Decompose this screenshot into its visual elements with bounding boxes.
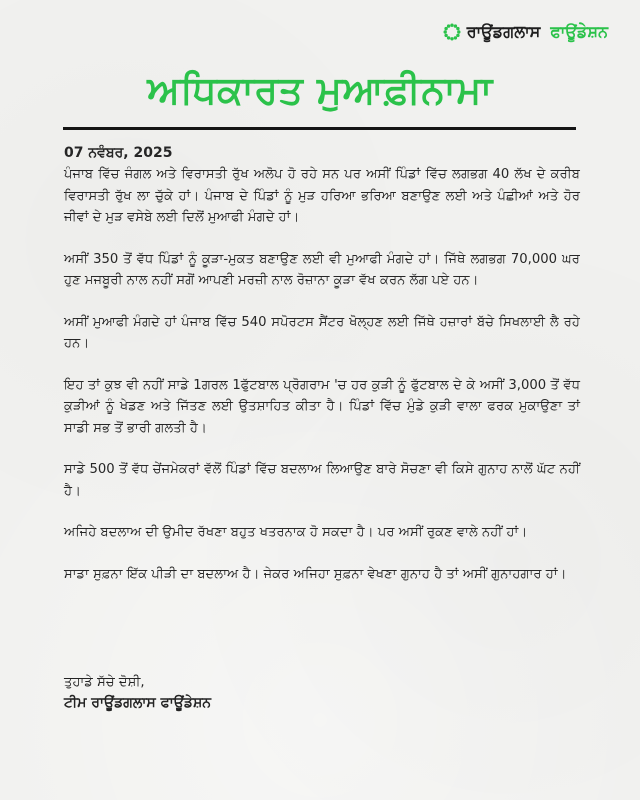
letter-body [64,142,580,605]
title-divider [63,127,576,130]
closing-line: ਤੁਹਾਡੇ ਸੱਚੇ ਦੋਸ਼ੀ, [64,675,145,690]
paragraph: ਸਾਡੇ 500 ਤੋਂ ਵੱਧ ਚੇਂਜਮੇਕਰਾਂ ਵੱਲੋਂ ਪਿੰਡਾਂ ਵਿੱਚ ਬਦਲਾਅ ਲਿਆਉਣ ਬਾਰੇ ਸੋਚਣਾ ਵੀ ਕਿਸੇ ਗੁਨਾਹ ਨਾਲੋਂ ਘੱਟ ਨਹੀਂ ਹੈ। [64,462,580,499]
paragraph: ਪੰਜਾਬ ਵਿੱਚ ਜੰਗਲ ਅਤੇ ਵਿਰਾਸਤੀ ਰੁੱਖ ਅਲੋਪ ਹੋ ਰਹੇ ਸਨ ਪਰ ਅਸੀਂ ਪਿੰਡਾਂ ਵਿੱਚ ਲਗਭਗ 40 ਲੱਖ ਦੇ ਕਰੀਬ ਵਿਰਾਸਤੀ ਰੁੱਖ ਲਾ ਚੁੱਕੇ ਹਾਂ। ਪੰਜਾਬ ਦੇ ਪਿੰਡਾਂ ਨੂੰ ਮੁੜ ਹਰਿਆ ਭਰਿਆ ਬਣਾਉਣ ਲਈ ਅਤੇ ਪੰਛੀਆਂ ਅਤੇ ਹੋਰ ਜੀਵਾਂ ਦੇ ਮੁੜ ਵਸੇਬੇ ਲਈ ਦਿਲੋਂ ਮੁਆਫੀ ਮੰਗਦੇ ਹਾਂ। [64,167,580,225]
letter-date: 07 ਨਵੰਬਰ, 2025 [64,145,173,161]
letter-signoff [64,672,211,714]
ring-of-dots-logo-icon [443,23,461,41]
paragraph: ਅਸੀਂ ਮੁਆਫੀ ਮੰਗਦੇ ਹਾਂ ਪੰਜਾਬ ਵਿੱਚ 540 ਸਪੋਰਟਸ ਸੈਂਟਰ ਖੋਲ੍ਹਣ ਲਈ ਜਿੱਥੇ ਹਜ਼ਾਰਾਂ ਬੱਚੇ ਸਿਖਲਾਈ ਲੈ ਰਹੇ ਹਨ। [64,314,580,351]
paragraph: ਸਾਡਾ ਸੁਫ਼ਨਾ ਇੱਕ ਪੀੜੀ ਦਾ ਬਦਲਾਅ ਹੈ। ਜੇਕਰ ਅਜਿਹਾ ਸੁਫ਼ਨਾ ਵੇਖਣਾ ਗੁਨਾਹ ਹੈ ਤਾਂ ਅਸੀਂ ਗੁਨਾਹਗਾਰ ਹਾਂ। [64,566,567,582]
brand-logo [443,20,608,44]
paragraph: ਅਸੀਂ 350 ਤੋਂ ਵੱਧ ਪਿੰਡਾਂ ਨੂੰ ਕੂੜਾ-ਮੁਕਤ ਬਣਾਉਣ ਲਈ ਵੀ ਮੁਆਫੀ ਮੰਗਦੇ ਹਾਂ। ਜਿੱਥੇ ਲਗਭਗ 70,000 ਘਰ ਹੁਣ ਮਜਬੂਰੀ ਨਾਲ ਨਹੀਂ ਸਗੋਂ ਆਪਣੀ ਮਰਜ਼ੀ ਨਾਲ ਰੋਜ਼ਾਨਾ ਕੂੜਾ ਵੱਖ ਕਰਨ ਲੱਗ ਪਏ ਹਨ। [64,251,580,288]
signature-team: ਟੀਮ ਰਾਊਂਡਗਲਾਸ ਫਾਊਂਡੇਸ਼ਨ [64,695,212,711]
brand-name-primary: ਰਾਊਂਡਗਲਾਸ [466,22,541,41]
page-title: ਅਧਿਕਾਰਤ ਮੁਆਫ਼ੀਨਾਮਾ [147,68,493,112]
paragraph: ਅਜਿਹੇ ਬਦਲਾਅ ਦੀ ਉਮੀਦ ਰੱਖਣਾ ਬਹੁਤ ਖਤਰਨਾਕ ਹੋ ਸਕਦਾ ਹੈ। ਪਰ ਅਸੀਂ ਰੁਕਣ ਵਾਲੇ ਨਹੀਂ ਹਾਂ। [64,525,528,540]
brand-name-secondary: ਫਾਊਂਡੇਸ਼ਨ [550,22,608,41]
paragraph: ਇਹ ਤਾਂ ਕੁਝ ਵੀ ਨਹੀਂ ਸਾਡੇ 1ਗਰਲ 1ਫੁੱਟਬਾਲ ਪ੍ਰੋਗਰਾਮ 'ਚ ਹਰ ਕੁੜੀ ਨੂੰ ਫੁੱਟਬਾਲ ਦੇ ਕੇ ਅਸੀਂ 3,000 ਤੋਂ ਵੱਧ ਕੁੜੀਆਂ ਨੂੰ ਖੇਡਣ ਅਤੇ ਜਿੱਤਣ ਲਈ ਉਤਸ਼ਾਹਿਤ ਕੀਤਾ ਹੈ। ਪਿੰਡਾਂ ਵਿੱਚ ਮੁੰਡੇ ਕੁੜੀ ਵਾਲਾ ਫਰਕ ਮੁਕਾਉਣਾ ਤਾਂ ਸਾਡੀ ਸਭ ਤੋਂ ਭਾਰੀ ਗਲਤੀ ਹੈ। [64,377,580,436]
